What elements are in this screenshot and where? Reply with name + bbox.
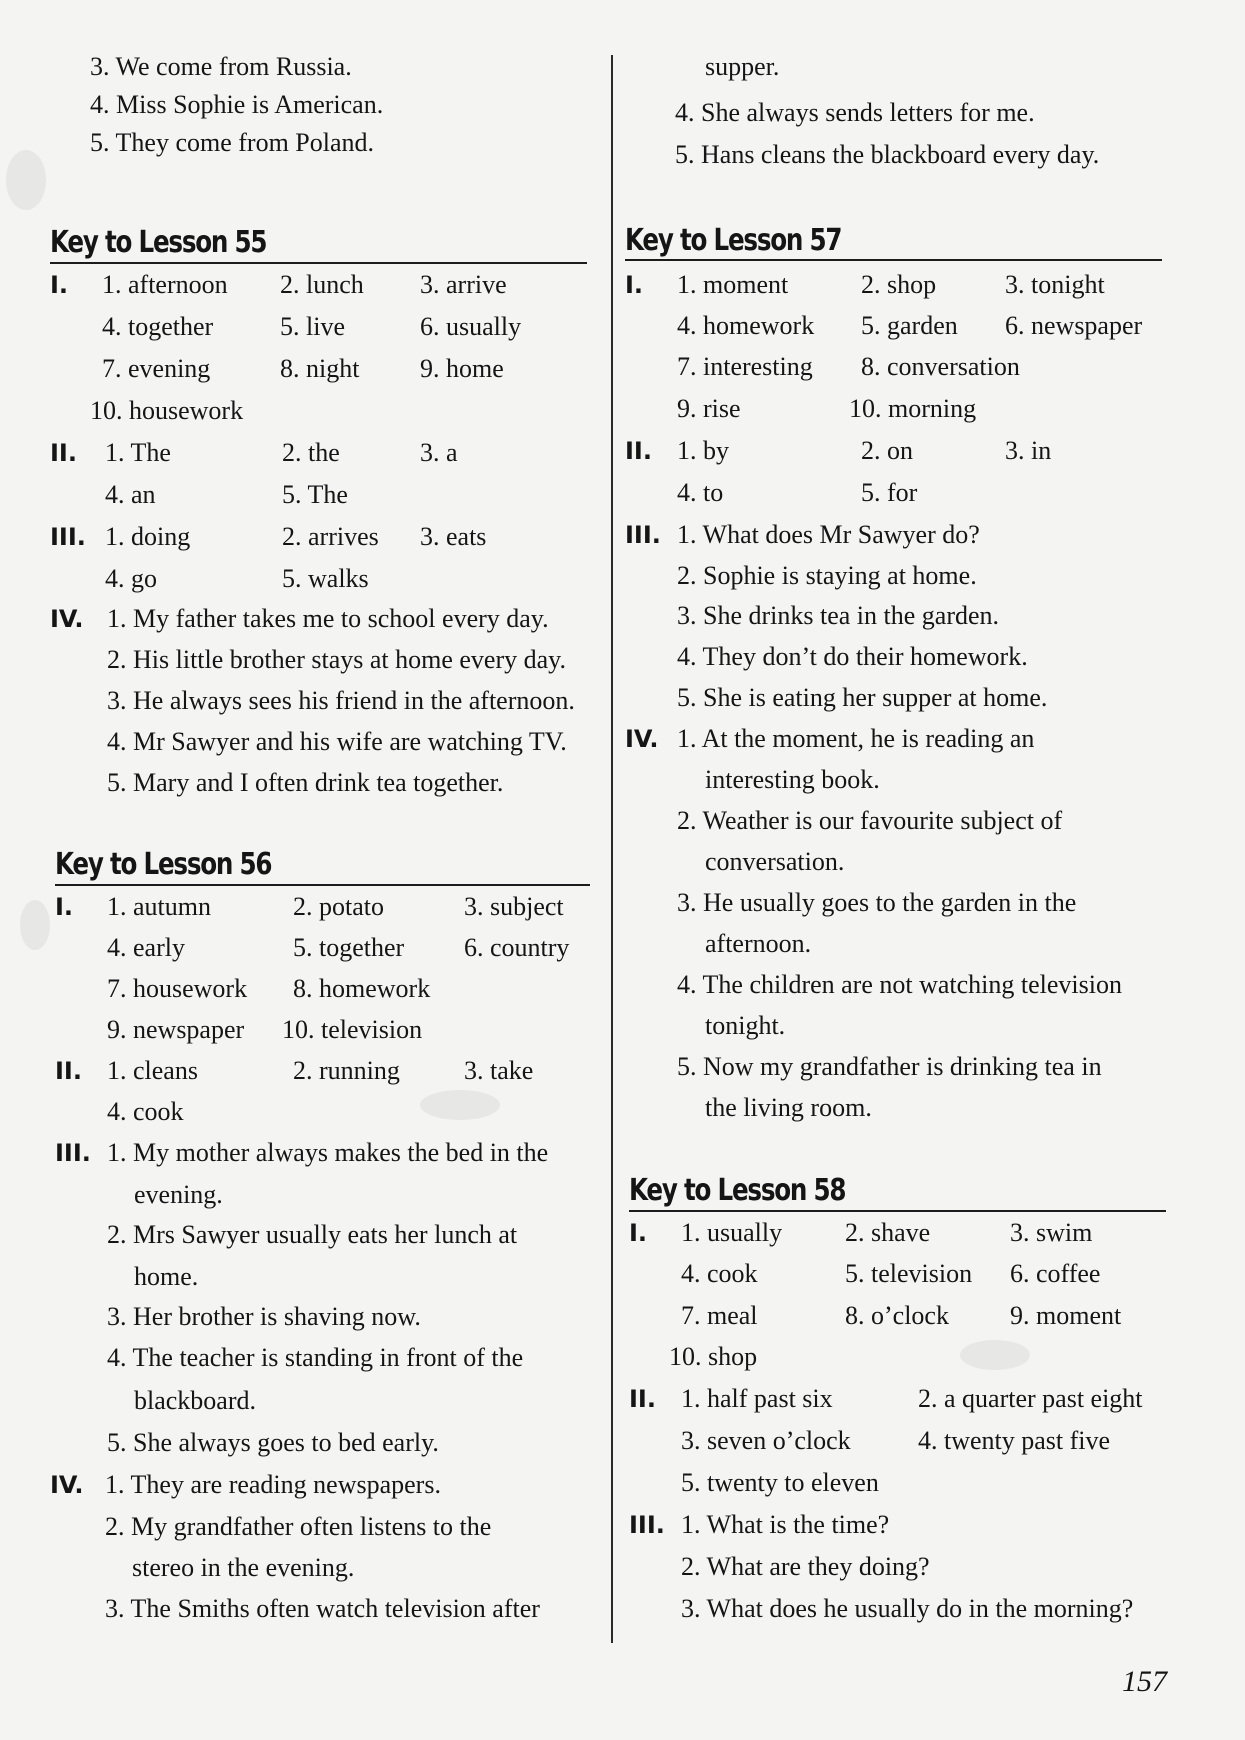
answer-item: 8. conversation xyxy=(861,352,1020,381)
answer-line: 2. Sophie is staying at home. xyxy=(677,561,977,590)
answer-line: 1. What is the time? xyxy=(681,1510,890,1539)
answer-line: 1. My father takes me to school every day. xyxy=(107,604,549,633)
answer-line: blackboard. xyxy=(134,1386,257,1415)
answer-line: supper. xyxy=(705,52,780,81)
answer-item: 1. cleans xyxy=(107,1056,198,1085)
heading-rule xyxy=(55,884,590,886)
section-label: III. xyxy=(625,521,661,549)
answer-item: 7. interesting xyxy=(677,352,813,381)
answer-line: the living room. xyxy=(705,1093,872,1122)
answer-item: 2. running xyxy=(293,1056,400,1085)
answer-line: 2. Mrs Sawyer usually eats her lunch at xyxy=(107,1220,518,1249)
answer-item: 9. newspaper xyxy=(107,1015,245,1044)
section-label: I. xyxy=(50,271,69,299)
section-label: I. xyxy=(55,893,74,921)
answer-item: 1. afternoon xyxy=(102,270,228,299)
answer-item: 2. on xyxy=(861,436,913,465)
scan-noise xyxy=(20,900,50,950)
answer-line: evening. xyxy=(134,1180,223,1209)
scan-noise xyxy=(6,150,46,210)
answer-line: 4. Mr Sawyer and his wife are watching TV. xyxy=(107,727,567,756)
answer-item: 10. shop xyxy=(669,1342,758,1371)
answer-item: 3. a xyxy=(420,438,458,467)
answer-item: 3. subject xyxy=(464,892,564,921)
section-label: IV. xyxy=(50,1471,84,1499)
answer-item: 5. garden xyxy=(861,311,958,340)
answer-line: 2. What are they doing? xyxy=(681,1552,930,1581)
answer-item: 5. together xyxy=(293,933,405,962)
answer-item: 4. go xyxy=(105,564,157,593)
answer-item: 5. television xyxy=(845,1259,973,1288)
answer-item: 9. rise xyxy=(677,394,741,423)
answer-item: 6. newspaper xyxy=(1005,311,1143,340)
answer-line: 5. She always goes to bed early. xyxy=(107,1428,439,1457)
answer-item: 5. for xyxy=(861,478,918,507)
answer-line: 2. My grandfather often listens to the xyxy=(105,1512,492,1541)
scan-noise xyxy=(960,1340,1030,1370)
answer-item: 4. early xyxy=(107,933,185,962)
answer-item: 3. in xyxy=(1005,436,1052,465)
answer-item: 1. half past six xyxy=(681,1384,833,1413)
answer-item: 4. to xyxy=(677,478,724,507)
heading-rule xyxy=(50,262,587,264)
section-label: III. xyxy=(55,1139,91,1167)
answer-item: 7. housework xyxy=(107,974,248,1003)
section-label: IV. xyxy=(50,605,84,633)
answer-line: 1. They are reading newspapers. xyxy=(105,1470,441,1499)
answer-item: 2. potato xyxy=(293,892,384,921)
answer-line: 4. The children are not watching television xyxy=(677,970,1122,999)
column-divider xyxy=(611,55,613,1643)
answer-item: 2. shave xyxy=(845,1218,931,1247)
answer-item: 1. moment xyxy=(677,270,789,299)
answer-item: 1. autumn xyxy=(107,892,211,921)
answer-item: 2. a quarter past eight xyxy=(918,1384,1143,1413)
answer-item: 4. homework xyxy=(677,311,815,340)
answer-item: 2. shop xyxy=(861,270,937,299)
answer-item: 3. arrive xyxy=(420,270,507,299)
answer-item: 1. The xyxy=(105,438,171,467)
lesson-heading: Key to Lesson 55 xyxy=(50,225,267,260)
answer-line: 1. At the moment, he is reading an xyxy=(677,724,1035,753)
section-label: III. xyxy=(629,1511,665,1539)
answer-item: 5. The xyxy=(282,480,348,509)
answer-line: 3. She drinks tea in the garden. xyxy=(677,601,1000,630)
answer-item: 8. o’clock xyxy=(845,1301,949,1330)
answer-item: 8. homework xyxy=(293,974,431,1003)
answer-line: 5. She is eating her supper at home. xyxy=(677,683,1048,712)
scan-noise xyxy=(420,1090,500,1120)
answer-line: 3. What does he usually do in the morning? xyxy=(681,1594,1134,1623)
answer-line: 1. My mother always makes the bed in the xyxy=(107,1138,549,1167)
answer-item: 3. take xyxy=(464,1056,534,1085)
answer-line: 2. His little brother stays at home every day. xyxy=(107,645,566,674)
answer-item: 10. housework xyxy=(90,396,244,425)
answer-item: 4. an xyxy=(105,480,156,509)
answer-item: 6. country xyxy=(464,933,570,962)
section-label: IV. xyxy=(625,725,659,753)
answer-item: 1. by xyxy=(677,436,729,465)
answer-line: 4. The teacher is standing in front of the xyxy=(107,1343,524,1372)
section-label: II. xyxy=(629,1385,656,1413)
answer-item: 3. eats xyxy=(420,522,487,551)
answer-item: 10. television xyxy=(282,1015,423,1044)
lesson-heading: Key to Lesson 57 xyxy=(625,223,842,258)
answer-item: 3. swim xyxy=(1010,1218,1093,1247)
section-label: II. xyxy=(55,1057,82,1085)
answer-line: 5. Hans cleans the blackboard every day. xyxy=(675,140,1100,169)
section-label: I. xyxy=(625,271,644,299)
answer-line: home. xyxy=(134,1262,199,1291)
answer-line: 4. She always sends letters for me. xyxy=(675,98,1035,127)
answer-item: 4. twenty past five xyxy=(918,1426,1111,1455)
answer-line: 2. Weather is our favourite subject of xyxy=(677,806,1063,835)
answer-item: 7. meal xyxy=(681,1301,758,1330)
answer-line: 3. The Smiths often watch television after xyxy=(105,1594,540,1623)
answer-item: 2. the xyxy=(282,438,340,467)
answer-item: 5. twenty to eleven xyxy=(681,1468,879,1497)
answer-line: 5. Mary and I often drink tea together. xyxy=(107,768,504,797)
answer-line: 1. What does Mr Sawyer do? xyxy=(677,520,980,549)
answer-line: stereo in the evening. xyxy=(132,1553,355,1582)
answer-line: 5. They come from Poland. xyxy=(90,128,375,157)
lesson-heading: Key to Lesson 56 xyxy=(55,847,272,882)
answer-line: 3. He usually goes to the garden in the xyxy=(677,888,1077,917)
answer-item: 5. live xyxy=(280,312,345,341)
answer-item: 4. cook xyxy=(681,1259,758,1288)
answer-line: conversation. xyxy=(705,847,845,876)
answer-item: 9. moment xyxy=(1010,1301,1122,1330)
answer-item: 2. arrives xyxy=(282,522,379,551)
answer-item: 3. seven o’clock xyxy=(681,1426,851,1455)
answer-line: tonight. xyxy=(705,1011,786,1040)
section-label: I. xyxy=(629,1219,648,1247)
answer-line: afternoon. xyxy=(705,929,812,958)
heading-rule xyxy=(625,259,1162,261)
answer-item: 4. cook xyxy=(107,1097,184,1126)
answer-item: 8. night xyxy=(280,354,360,383)
answer-line: 5. Now my grandfather is drinking tea in xyxy=(677,1052,1102,1081)
answer-item: 1. usually xyxy=(681,1218,783,1247)
answer-item: 10. morning xyxy=(849,394,977,423)
answer-item: 7. evening xyxy=(102,354,211,383)
section-label: II. xyxy=(50,439,77,467)
answer-item: 1. doing xyxy=(105,522,191,551)
answer-line: 3. Her brother is shaving now. xyxy=(107,1302,421,1331)
answer-item: 6. coffee xyxy=(1010,1259,1101,1288)
answer-item: 5. walks xyxy=(282,564,369,593)
answer-item: 2. lunch xyxy=(280,270,364,299)
answer-line: interesting book. xyxy=(705,765,880,794)
section-label: II. xyxy=(625,437,652,465)
lesson-heading: Key to Lesson 58 xyxy=(629,1173,846,1208)
answer-line: 4. They don’t do their homework. xyxy=(677,642,1028,671)
answer-line: 3. We come from Russia. xyxy=(90,52,352,81)
page-number: 157 xyxy=(1122,1665,1167,1698)
answer-item: 6. usually xyxy=(420,312,522,341)
answer-line: 4. Miss Sophie is American. xyxy=(90,90,384,119)
answer-item: 4. together xyxy=(102,312,214,341)
answer-line: 3. He always sees his friend in the afternoon. xyxy=(107,686,575,715)
section-label: III. xyxy=(50,523,86,551)
answer-item: 9. home xyxy=(420,354,504,383)
answer-item: 3. tonight xyxy=(1005,270,1105,299)
heading-rule xyxy=(629,1210,1166,1212)
